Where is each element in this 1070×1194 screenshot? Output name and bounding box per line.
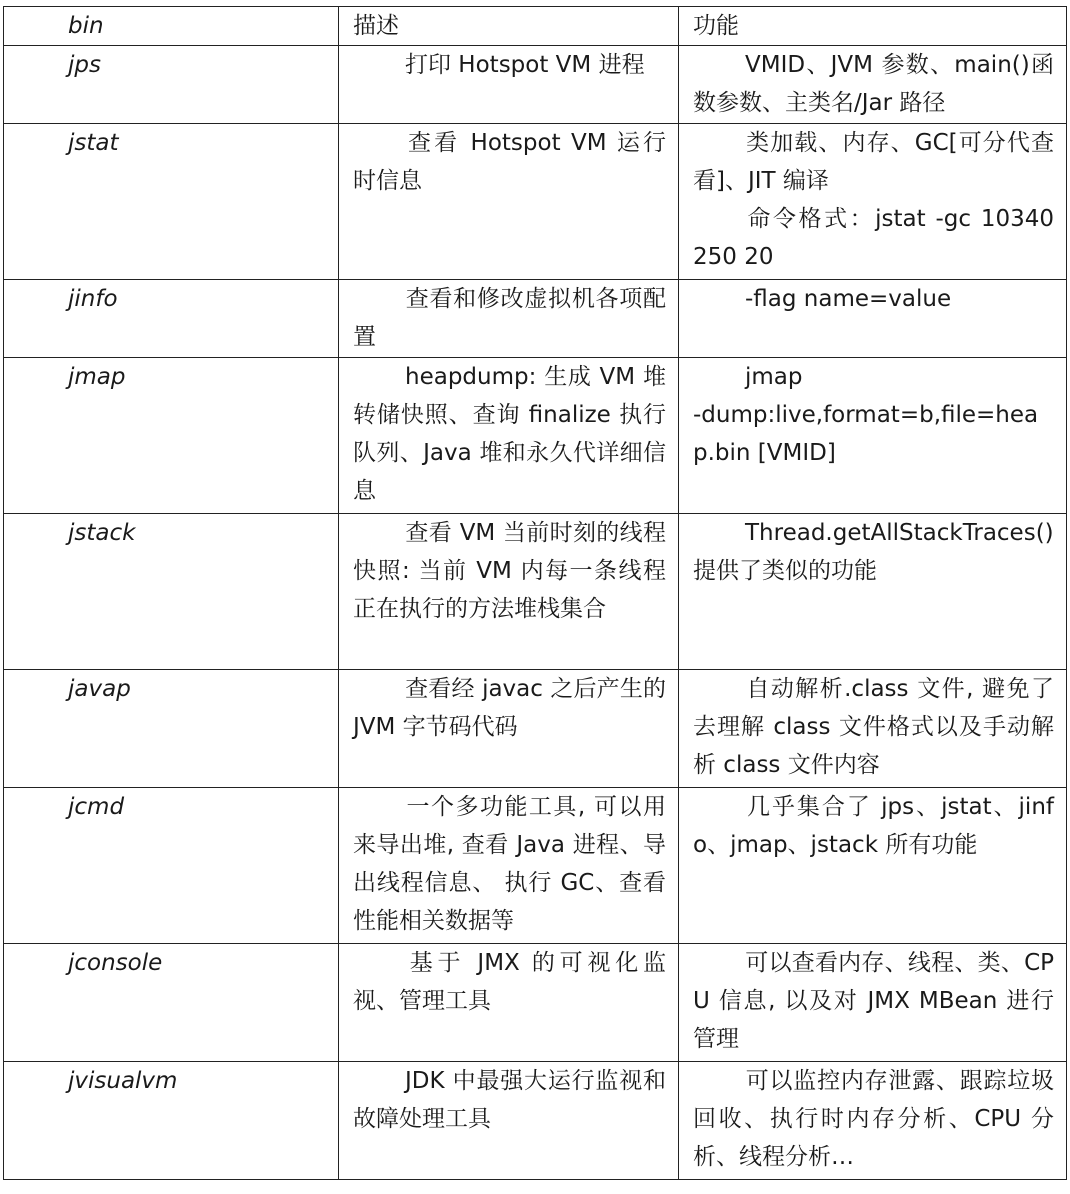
func-cell [679, 124, 1067, 280]
desc-cell [339, 1062, 679, 1180]
desc-text: 查看和修改虚拟机各项配置 [353, 286, 666, 350]
table-row [4, 124, 1067, 280]
header-desc: 描述 [339, 7, 679, 46]
func-cell [679, 670, 1067, 788]
desc-cell [339, 944, 679, 1062]
desc-cell [339, 124, 679, 280]
func-text: 自动解析.class 文件, 避免了去理解 class 文件格式以及手动解析 class 文件内容 [693, 676, 1054, 778]
desc-text: 基于 JMX 的可视化监视、管理工具 [353, 950, 666, 1014]
bin-cell: jstat [4, 124, 339, 280]
bin-cell: jps [4, 46, 339, 124]
func-cell [679, 1062, 1067, 1180]
func-text: VMID、JVM 参数、main()函数参数、主类名/Jar 路径 [693, 52, 1054, 116]
func-text-2: -dump:live,format=b,file=heap.bin [VMID] [693, 402, 1039, 466]
table-row [4, 944, 1067, 1062]
desc-text: 查看 VM 当前时刻的线程快照: 当前 VM 内每一条线程正在执行的方法堆栈集合 [353, 520, 666, 622]
header-bin: bin [4, 7, 339, 46]
bin-cell: jcmd [4, 788, 339, 944]
header-func: 功能 [679, 7, 1067, 46]
func-text: 几乎集合了 jps、jstat、jinfo、jmap、jstack 所有功能 [693, 794, 1054, 858]
table-row [4, 1062, 1067, 1180]
table-row [4, 280, 1067, 358]
func-text: 类加载、内存、GC[可分代查看]、JIT 编译 [693, 130, 1054, 194]
table-row [4, 788, 1067, 944]
func-cell [679, 46, 1067, 124]
desc-text: JDK 中最强大运行监视和故障处理工具 [353, 1068, 666, 1132]
desc-text: 查看 Hotspot VM 运行时信息 [353, 130, 666, 194]
desc-cell [339, 46, 679, 124]
bin-cell: jmap [4, 358, 339, 514]
func-cell [679, 358, 1067, 514]
func-text: Thread.getAllStackTraces() 提供了类似的功能 [693, 520, 1054, 584]
bin-cell: jstack [4, 514, 339, 670]
table-row [4, 670, 1067, 788]
bin-cell: jvisualvm [4, 1062, 339, 1180]
desc-cell [339, 280, 679, 358]
func-text: 可以查看内存、线程、类、CPU 信息, 以及对 JMX MBean 进行管理 [693, 950, 1054, 1052]
table-row [4, 46, 1067, 124]
func-text: -flag name=value [745, 286, 952, 312]
func-cell [679, 280, 1067, 358]
tools-table [3, 6, 1067, 1180]
desc-text: 打印 Hotspot VM 进程 [405, 52, 645, 78]
func-cell [679, 944, 1067, 1062]
bin-cell: jinfo [4, 280, 339, 358]
desc-cell [339, 670, 679, 788]
desc-text: heapdump: 生成 VM 堆转储快照、查询 finalize 执行队列、Java 堆和永久代详细信息 [353, 364, 666, 504]
desc-text: 一个多功能工具, 可以用来导出堆, 查看 Java 进程、导出线程信息、 执行 GC、查看性能相关数据等 [353, 794, 666, 934]
header-row [4, 7, 1067, 46]
func-text: jmap [745, 364, 803, 390]
table-row [4, 514, 1067, 670]
func-text: 可以监控内存泄露、跟踪垃圾回收、执行时内存分析、CPU 分析、线程分析… [693, 1068, 1054, 1170]
func-cell [679, 514, 1067, 670]
func-cell [679, 788, 1067, 944]
bin-cell: javap [4, 670, 339, 788]
desc-text: 查看经 javac 之后产生的 JVM 字节码代码 [353, 676, 666, 740]
desc-cell [339, 788, 679, 944]
bin-cell: jconsole [4, 944, 339, 1062]
func-text-2: 命令格式：jstat -gc 10340 250 20 [693, 206, 1054, 270]
desc-cell [339, 358, 679, 514]
table-row [4, 358, 1067, 514]
desc-cell [339, 514, 679, 670]
